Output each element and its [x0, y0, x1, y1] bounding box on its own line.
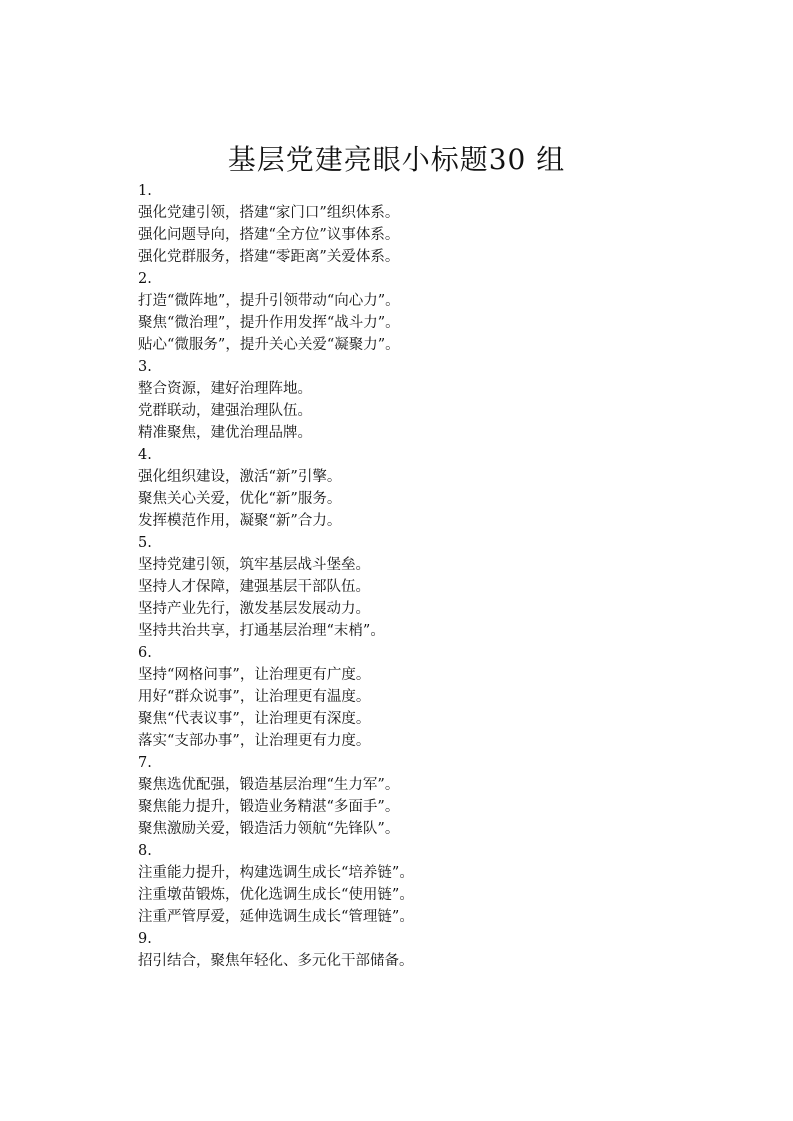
document-body: [138, 180, 698, 972]
section-number: 2.: [138, 271, 152, 287]
section-number: 7.: [138, 755, 152, 771]
text-line: 坚持产业先行，激发基层发展动力。: [138, 601, 370, 617]
text-line: 聚焦关心关爱，优化“新”服务。: [138, 491, 342, 507]
text-line: 坚持党建引领，筑牢基层战斗堡垒。: [138, 557, 370, 573]
section-number: 9.: [138, 931, 152, 947]
section-number: 6.: [138, 645, 152, 661]
text-line: 落实“支部办事”，让治理更有力度。: [138, 733, 371, 749]
text-line: 打造“微阵地”，提升引领带动“向心力”。: [138, 293, 400, 309]
section-number: 4.: [138, 447, 152, 463]
text-line: 坚持人才保障，建强基层干部队伍。: [138, 579, 370, 595]
text-line: 聚焦能力提升，锻造业务精湛“多面手”。: [138, 799, 400, 815]
section-number: 5.: [138, 535, 152, 551]
text-line: 强化问题导向，搭建“全方位”议事体系。: [138, 227, 400, 243]
text-line: 贴心“微服务”，提升关心关爱“凝聚力”。: [138, 337, 400, 353]
section-number: 3.: [138, 359, 152, 375]
text-line: 强化党群服务，搭建“零距离”关爱体系。: [138, 249, 400, 265]
text-line: 注重墩苗锻炼，优化选调生成长“使用链”。: [138, 887, 414, 903]
text-line: 注重能力提升，构建选调生成长“培养链”。: [138, 865, 414, 881]
section-number: 1.: [138, 183, 152, 199]
text-line: 强化党建引领，搭建“家门口”组织体系。: [138, 205, 400, 221]
text-line: 聚焦“微治理”，提升作用发挥“战斗力”。: [138, 315, 400, 331]
text-line: 注重严管厚爱，延伸选调生成长“管理链”。: [138, 909, 414, 925]
text-line: 坚持共治共享，打通基层治理“末梢”。: [138, 623, 385, 639]
text-line: 党群联动，建强治理队伍。: [138, 403, 312, 419]
section-number: 8.: [138, 843, 152, 859]
text-line: 招引结合，聚焦年轻化、多元化干部储备。: [138, 953, 414, 969]
text-line: 聚焦“代表议事”，让治理更有深度。: [138, 711, 371, 727]
text-line: 强化组织建设，激活“新”引擎。: [138, 469, 342, 485]
text-line: 用好“群众说事”，让治理更有温度。: [138, 689, 371, 705]
text-line: 聚焦激励关爱，锻造活力领航“先锋队”。: [138, 821, 400, 837]
text-line: 坚持“网格问事”，让治理更有广度。: [138, 667, 371, 683]
text-line: 发挥模范作用，凝聚“新”合力。: [138, 513, 342, 529]
text-line: 聚焦选优配强，锻造基层治理“生力军”。: [138, 777, 400, 793]
text-line: 精准聚焦，建优治理品牌。: [138, 425, 312, 441]
document-title: 基层党建亮眼小标题30 组: [227, 143, 566, 176]
text-line: 整合资源，建好治理阵地。: [138, 381, 312, 397]
